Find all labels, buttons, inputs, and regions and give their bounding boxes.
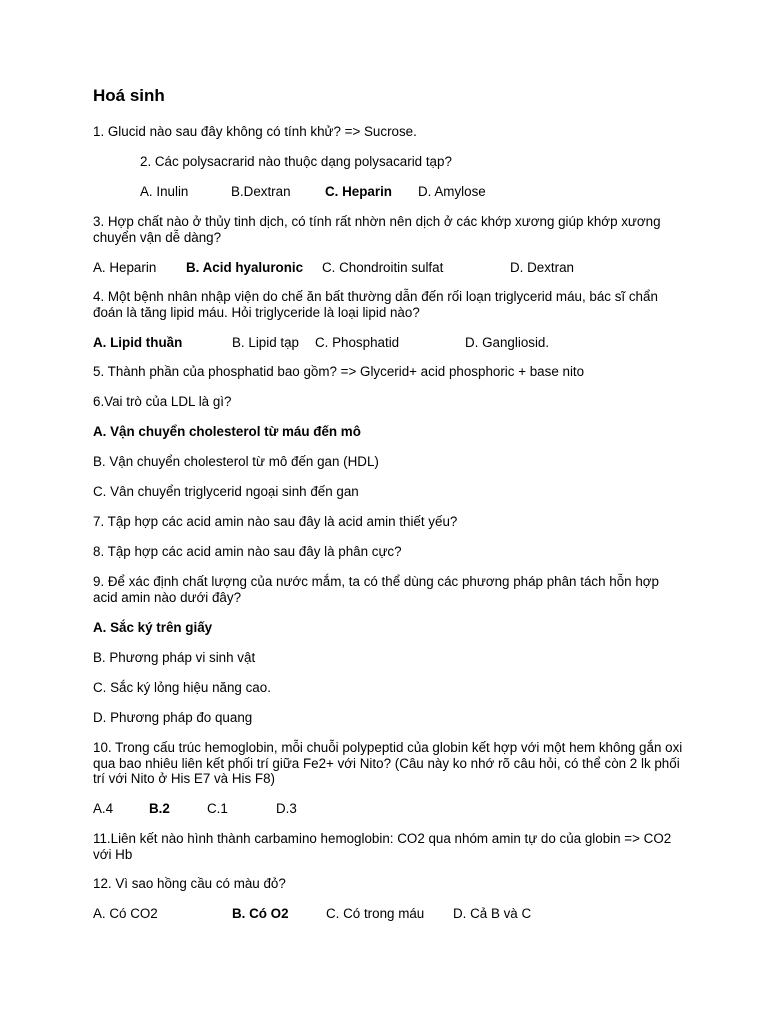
- q2-option-c: C. Heparin: [325, 184, 392, 199]
- q9-option-b: B. Phương pháp vi sinh vật: [93, 650, 256, 665]
- q6-option-a: A. Vận chuyển cholesterol từ máu đến mô: [93, 424, 361, 439]
- q2-option-a: A. Inulin: [140, 184, 189, 199]
- question-10: 10. Trong cấu trúc hemoglobin, mỗi chuỗi polypeptid của globin kết hợp với một hem không gắn oxi qua bao nhiêu liên kết phối trí giữa Fe2+ với Nito? (Câu này ko nhớ rõ câu hỏi, có thể còn 2 lk phối trí với Nito ở His E7 và His F8): [93, 740, 683, 786]
- q10-option-b: B.2: [149, 801, 170, 816]
- q9-option-c: C. Sắc ký lỏng hiệu năng cao.: [93, 680, 271, 695]
- q12-option-a: A. Có CO2: [93, 906, 158, 921]
- question-6: 6.Vai trò của LDL là gì?: [93, 394, 232, 409]
- question-5: 5. Thành phần của phosphatid bao gồm? => Glycerid+ acid phosphoric + base nito: [93, 364, 585, 379]
- q12-option-d: D. Cả B và C: [453, 906, 532, 921]
- q10-option-c: C.1: [207, 801, 228, 816]
- q4-option-b: B. Lipid tạp: [232, 335, 299, 350]
- question-8: 8. Tập hợp các acid amin nào sau đây là phân cực?: [93, 544, 402, 559]
- page-title: Hoá sinh: [93, 86, 165, 105]
- question-7: 7. Tập hợp các acid amin nào sau đây là acid amin thiết yếu?: [93, 514, 458, 529]
- q2-option-b: B.Dextran: [231, 184, 291, 199]
- q9-option-d: D. Phương pháp đo quang: [93, 710, 253, 725]
- question-2: 2. Các polysacrarid nào thuộc dạng polysacarid tạp?: [140, 154, 452, 169]
- question-4: 4. Một bệnh nhân nhập viện do chế ăn bất thường dẫn đến rối loạn triglycerid máu, bác sĩ chẩn đoán là tăng lipid máu. Hỏi triglyceride là loại lipid nào?: [93, 289, 658, 320]
- q2-option-d: D. Amylose: [418, 184, 486, 199]
- q4-option-a: A. Lipid thuần: [93, 335, 183, 350]
- q12-option-b: B. Có O2: [232, 906, 289, 921]
- question-9: 9. Để xác định chất lượng của nước mắm, ta có thể dùng các phương pháp phân tách hỗn hợp acid amin nào dưới đây?: [93, 574, 659, 605]
- q4-option-c: C. Phosphatid: [315, 335, 400, 350]
- q9-option-a: A. Sắc ký trên giấy: [93, 620, 213, 635]
- q6-option-b: B. Vận chuyển cholesterol từ mô đến gan (HDL): [93, 454, 379, 469]
- q12-option-c: C. Có trong máu: [326, 906, 425, 921]
- question-11: 11.Liên kết nào hình thành carbamino hemoglobin: CO2 qua nhóm amin tự do của globin => CO2 với Hb: [93, 831, 672, 862]
- question-3: 3. Hợp chất nào ở thủy tinh dịch, có tính rất nhờn nên dịch ở các khớp xương giúp khớp xương chuyển vận dễ dàng?: [93, 214, 661, 245]
- q3-option-d: D. Dextran: [510, 260, 574, 275]
- q3-option-a: A. Heparin: [93, 260, 157, 275]
- q10-option-d: D.3: [276, 801, 297, 816]
- q4-option-d: D. Gangliosid.: [465, 335, 550, 350]
- q10-option-a: A.4: [93, 801, 114, 816]
- q3-option-c: C. Chondroitin sulfat: [322, 260, 444, 275]
- q3-option-b: B. Acid hyaluronic: [186, 260, 304, 275]
- question-12: 12. Vì sao hồng cầu có màu đỏ?: [93, 876, 286, 891]
- question-1: 1. Glucid nào sau đây không có tính khử? => Sucrose.: [93, 124, 417, 139]
- q6-option-c: C. Vân chuyển triglycerid ngoại sinh đến gan: [93, 484, 359, 499]
